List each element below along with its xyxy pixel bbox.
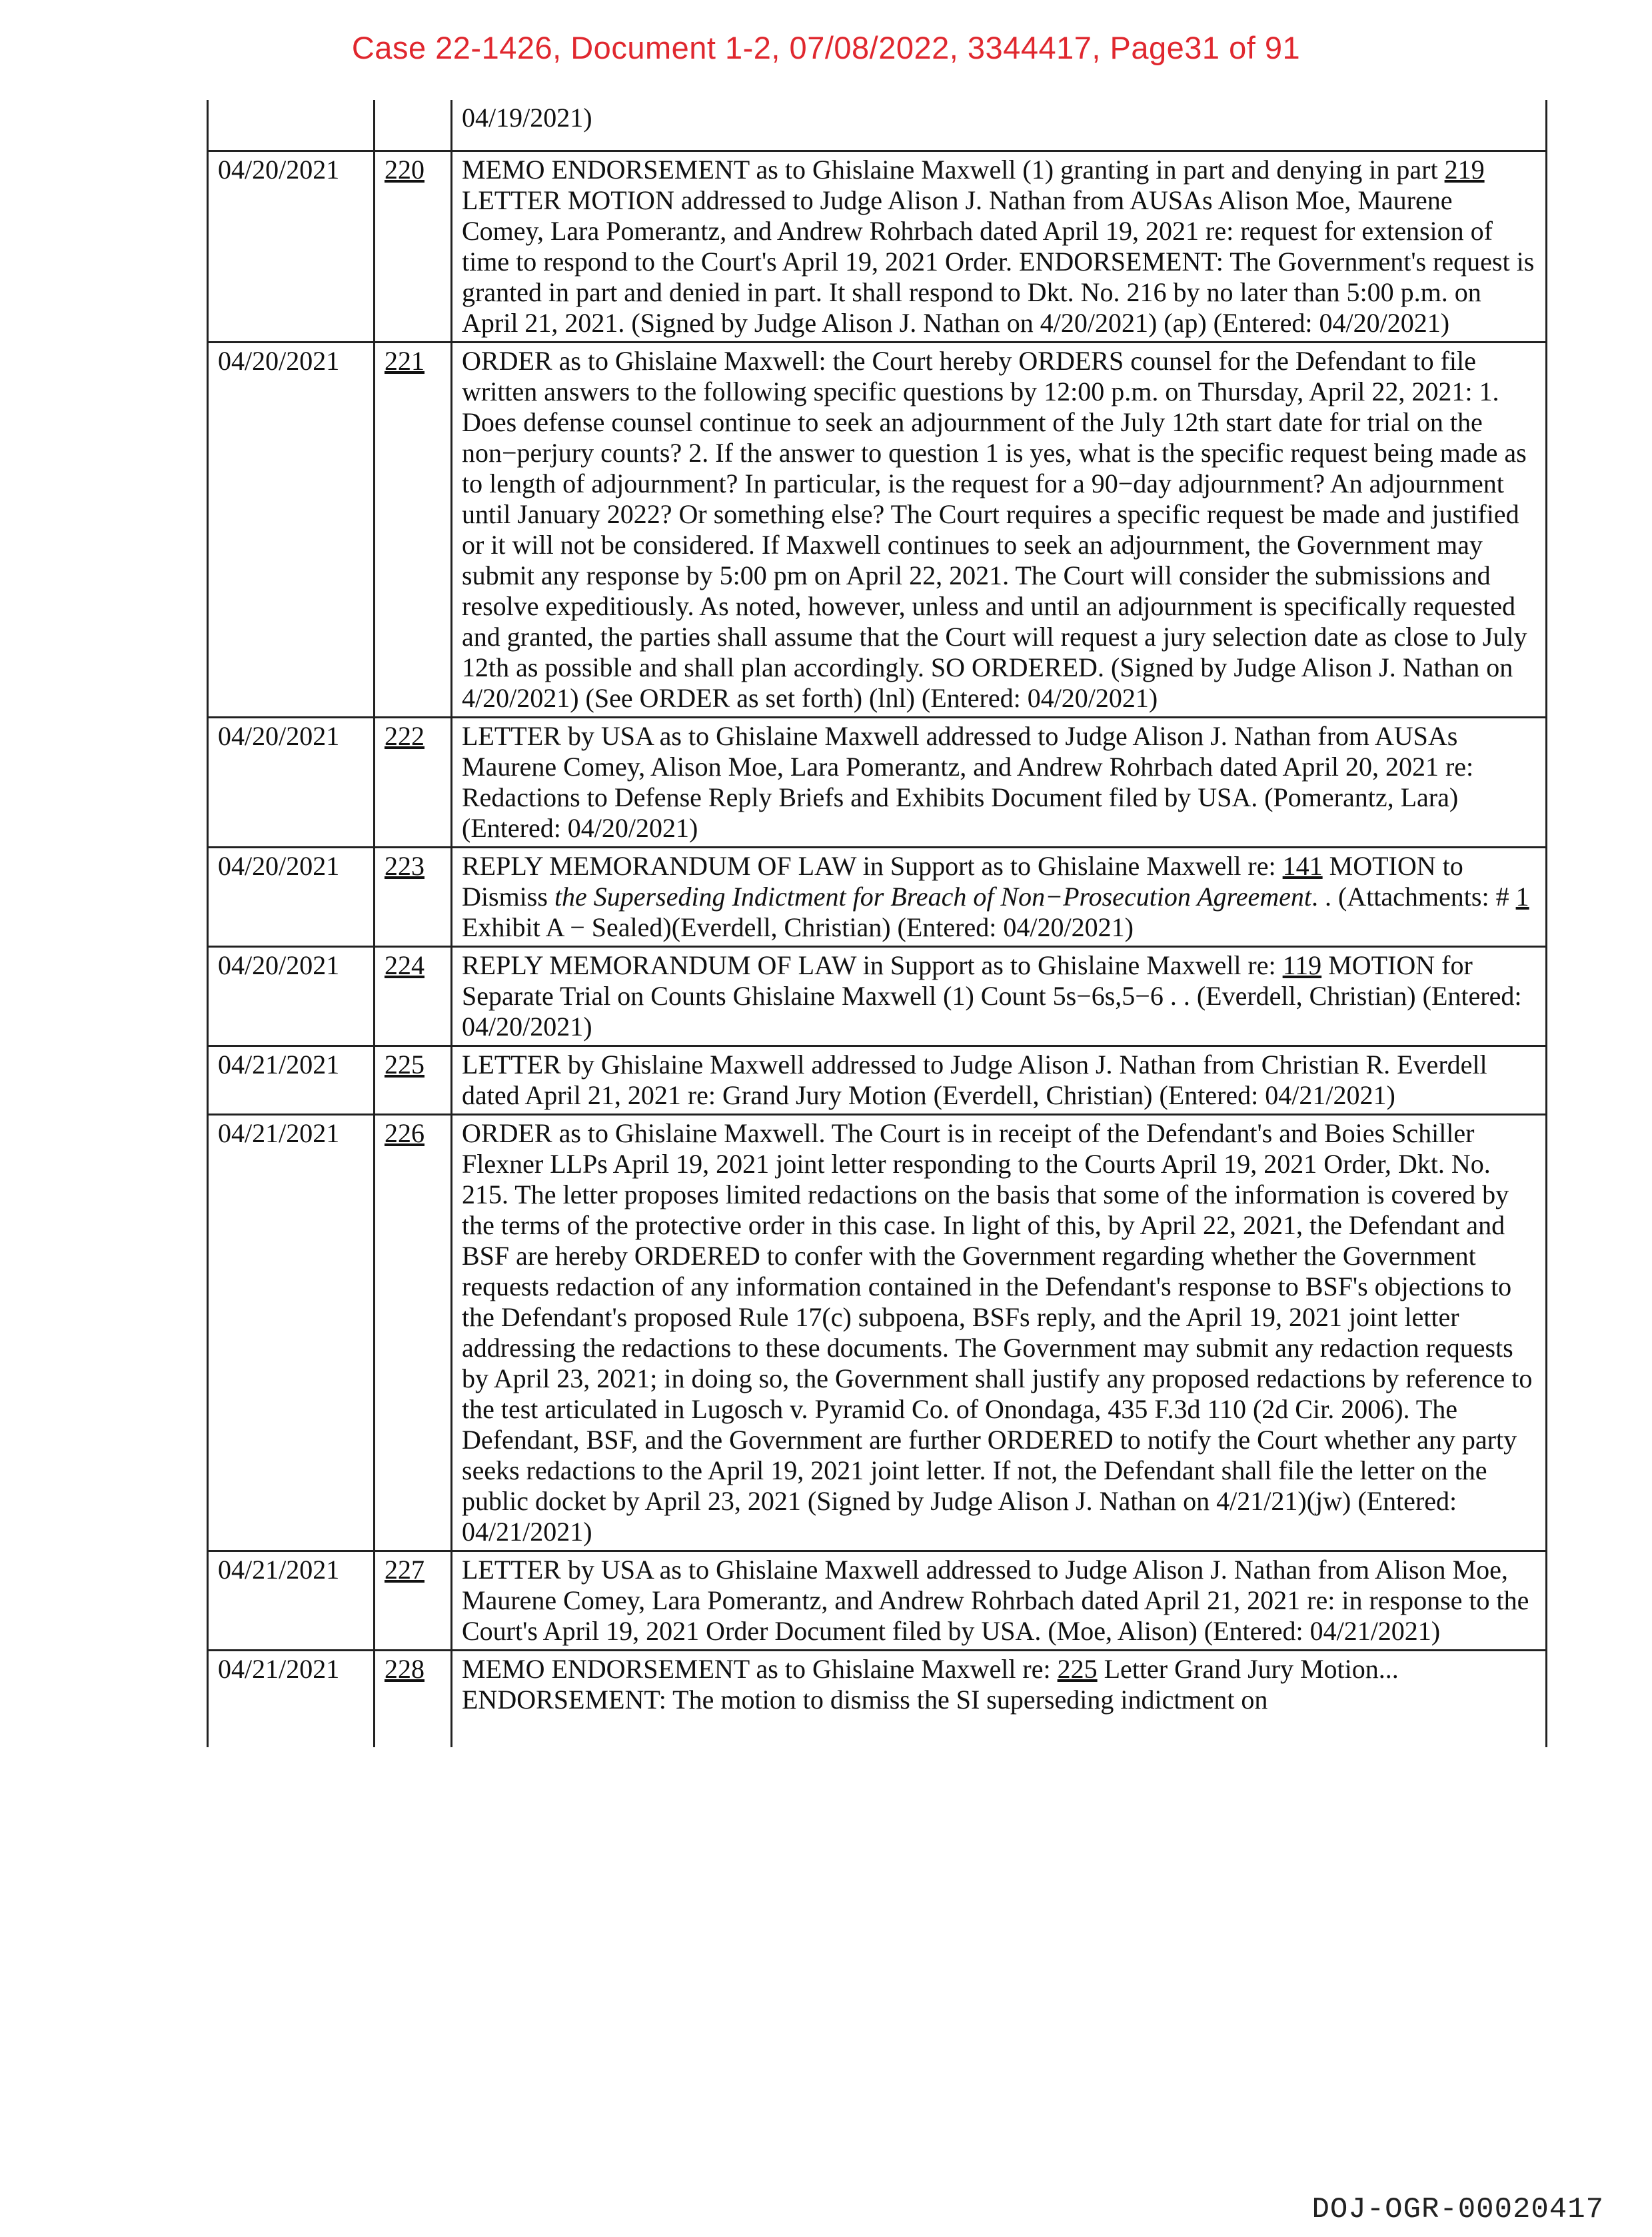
table-row [208, 717, 1547, 847]
docket-ref-link[interactable]: 219 [1444, 154, 1485, 185]
entry-text [452, 847, 1547, 946]
entry-number-cell [375, 1551, 452, 1650]
entry-date: 04/21/2021 [208, 1114, 375, 1551]
entry-date [208, 100, 375, 151]
entry-number-cell [375, 946, 452, 1046]
entry-date: 04/20/2021 [208, 151, 375, 342]
entry-text [452, 151, 1547, 342]
entry-text-part: . . (Attachments: # [1311, 881, 1516, 912]
entry-date: 04/20/2021 [208, 847, 375, 946]
entry-text: ORDER as to Ghislaine Maxwell: the Court hereby ORDERS counsel for the Defendant to file written answers to the following specific questions by 12:00 p.m. on Thursday, April 22, 2021: 1. Does defense counsel continue to seek an adjournment of the July 12th start date for trial on the non−perjury counts? 2. If the answer to question 1 is yes, what is the specific request being made as to length of adjournment? In particular, is the request for a 90−day adjournment? An adjournment until January 2022? Or something else? The Court requires a specific request be made and justified or it will not be considered. If Maxwell continues to seek an adjournment, the Government may submit any response by 5:00 pm on April 22, 2021. The Court will consider the submissions and resolve expeditiously. As noted, however, unless and until an adjournment is specifically requested and granted, the parties shall assume that the Court will request a jury selection date as close to July 12th as possible and shall plan accordingly. SO ORDERED. (Signed by Judge Alison J. Nathan on 4/20/2021) (See ORDER as set forth) (lnl) (Entered: 04/20/2021) [452, 342, 1547, 717]
entry-number-link[interactable]: 226 [385, 1118, 424, 1148]
table-row [208, 151, 1547, 342]
entry-text [452, 946, 1547, 1046]
table-row [208, 1650, 1547, 1747]
entry-text-italic: the Superseding Indictment for Breach of Non−Prosecution Agreement [554, 881, 1311, 912]
table-row [208, 1114, 1547, 1551]
entry-number-link[interactable]: 223 [385, 850, 424, 881]
entry-text-part: REPLY MEMORANDUM OF LAW in Support as to Ghislaine Maxwell re: [462, 950, 1283, 980]
case-header: Case 22-1426, Document 1-2, 07/08/2022, 3344417, Page31 of 91 [351, 30, 1301, 65]
table-row [208, 1551, 1547, 1650]
entry-number [375, 100, 452, 151]
entry-text-part: MOTION to Dismiss [462, 850, 1463, 912]
entry-date: 04/20/2021 [208, 946, 375, 1046]
entry-text-part: Exhibit A − Sealed)(Everdell, Christian) (Entered: 04/20/2021) [462, 912, 1134, 942]
docket-ref-link[interactable]: 225 [1057, 1653, 1098, 1684]
entry-number-link[interactable]: 225 [385, 1049, 424, 1080]
entry-number-link[interactable]: 220 [385, 154, 424, 185]
bates-number: DOJ-OGR-00020417 [1311, 2193, 1604, 2226]
entry-date: 04/20/2021 [208, 342, 375, 717]
attachment-link[interactable]: 1 [1515, 881, 1529, 912]
entry-number-link[interactable]: 222 [385, 720, 424, 751]
entry-number-cell [375, 847, 452, 946]
entry-text: ORDER as to Ghislaine Maxwell. The Court is in receipt of the Defendant's and Boies Schiller Flexner LLPs April 19, 2021 joint letter responding to the Courts April 19, 2021 Order, Dkt. No. 215. The letter proposes limited redactions on the basis that some of the information is covered by the terms of the protective order in this case. In light of this, by April 22, 2021, the Defendant and BSF are hereby ORDERED to confer with the Government regarding whether the Government requests redaction of any information contained in the Defendant's response to BSF's objections to the Defendant's proposed Rule 17(c) subpoena, BSFs reply, and the April 19, 2021 joint letter addressing the redactions to these documents. The Government may submit any redaction requests by April 23, 2021; in doing so, the Government shall justify any proposed redactions by reference to the test articulated in Lugosch v. Pyramid Co. of Onondaga, 435 F.3d 110 (2d Cir. 2006). The Defendant, BSF, and the Government are further ORDERED to notify the Court whether any party seeks redactions to the April 19, 2021 joint letter. If not, the Defendant shall file the letter on the public docket by April 23, 2021 (Signed by Judge Alison J. Nathan on 4/21/21)(jw) (Entered: 04/21/2021) [452, 1114, 1547, 1551]
docket-ref-link[interactable]: 141 [1282, 850, 1323, 881]
entry-number-cell [375, 717, 452, 847]
entry-text: LETTER by USA as to Ghislaine Maxwell addressed to Judge Alison J. Nathan from Alison Moe, Maurene Comey, Lara Pomerantz, and Andrew Rohrbach dated April 21, 2021 re: in response to the Court's April 19, 2021 Order Document filed by USA. (Moe, Alison) (Entered: 04/21/2021) [452, 1551, 1547, 1650]
table-row [208, 946, 1547, 1046]
entry-number-cell [375, 1046, 452, 1114]
entry-date: 04/21/2021 [208, 1046, 375, 1114]
entry-date: 04/20/2021 [208, 717, 375, 847]
docket-ref-link[interactable]: 119 [1282, 950, 1322, 980]
entry-text: LETTER by Ghislaine Maxwell addressed to Judge Alison J. Nathan from Christian R. Everdell dated April 21, 2021 re: Grand Jury Motion (Everdell, Christian) (Entered: 04/21/2021) [452, 1046, 1547, 1114]
table-row [208, 100, 1547, 151]
entry-number-link[interactable]: 221 [385, 345, 424, 376]
entry-date: 04/21/2021 [208, 1551, 375, 1650]
entry-text-part: LETTER MOTION addressed to Judge Alison J. Nathan from AUSAs Alison Moe, Maurene Comey, Lara Pomerantz, and Andrew Rohrbach dated April 19, 2021 re: request for extension of time to respond to the Court's April 19, 2021 Order. ENDORSEMENT: The Government's request is granted in part and denied in part. It shall respond to Dkt. No. 216 by no later than 5:00 p.m. on April 21, 2021. (Signed by Judge Alison J. Nathan on 4/20/2021) (ap) (Entered: 04/20/2021) [462, 185, 1535, 338]
entry-number-cell [375, 1114, 452, 1551]
entry-date: 04/21/2021 [208, 1650, 375, 1747]
entry-number-link[interactable]: 227 [385, 1554, 424, 1585]
entry-text-part: MEMO ENDORSEMENT as to Ghislaine Maxwell re: [462, 1653, 1058, 1684]
entry-number-link[interactable]: 228 [385, 1653, 424, 1684]
entry-text: 04/19/2021) [452, 100, 1547, 151]
entry-text-part: MOTION for Separate Trial on Counts Ghislaine Maxwell (1) Count 5s−6s,5−6 . . (Everdell, Christian) (Entered: 04/20/2021) [462, 950, 1522, 1042]
entry-number-cell [375, 1650, 452, 1747]
entry-text-part: MEMO ENDORSEMENT as to Ghislaine Maxwell (1) granting in part and denying in part [462, 154, 1445, 185]
entry-text-part: REPLY MEMORANDUM OF LAW in Support as to Ghislaine Maxwell re: [462, 850, 1283, 881]
table-row [208, 342, 1547, 717]
table-row [208, 847, 1547, 946]
entry-text-part: Letter Grand Jury Motion... ENDORSEMENT: The motion to dismiss the SI superseding indictment on [462, 1653, 1399, 1715]
docket-table [207, 100, 1547, 1747]
entry-number-cell [375, 151, 452, 342]
entry-number-cell [375, 342, 452, 717]
entry-text [452, 1650, 1547, 1747]
entry-number-link[interactable]: 224 [385, 950, 424, 980]
table-row [208, 1046, 1547, 1114]
entry-text: LETTER by USA as to Ghislaine Maxwell addressed to Judge Alison J. Nathan from AUSAs Maurene Comey, Alison Moe, Lara Pomerantz, and Andrew Rohrbach dated April 20, 2021 re: Redactions to Defense Reply Briefs and Exhibits Document filed by USA. (Pomerantz, Lara) (Entered: 04/20/2021) [452, 717, 1547, 847]
